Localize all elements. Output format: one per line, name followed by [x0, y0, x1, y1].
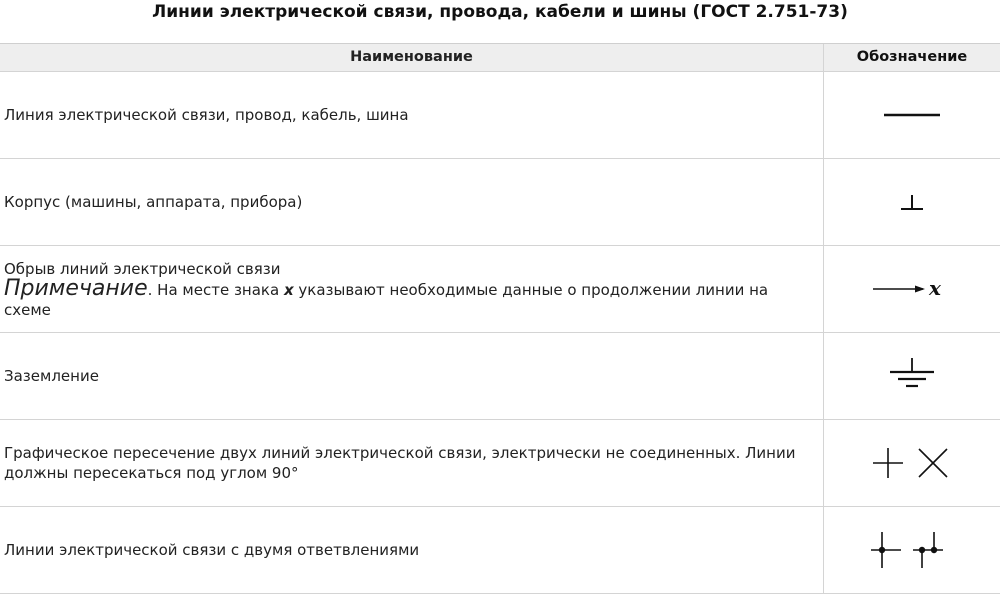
row-name-text: Заземление: [4, 367, 99, 385]
table-row: [0, 507, 1000, 594]
row-name: [0, 246, 824, 332]
ground-symbol-icon: [882, 354, 942, 398]
row-symbol: [824, 333, 1000, 419]
row-name: [0, 420, 824, 506]
row-symbol: [824, 72, 1000, 158]
row-name: [0, 333, 824, 419]
table-row: [0, 159, 1000, 246]
table-row: [0, 333, 1000, 420]
header-name: Наименование: [0, 44, 824, 71]
chassis-symbol-icon: [882, 187, 942, 217]
table-row: [0, 246, 1000, 333]
row-symbol: [824, 507, 1000, 593]
row-name: [0, 159, 824, 245]
branches-symbol-icon: [867, 528, 957, 572]
row-name-text: Обрыв линий электрической связи: [4, 259, 281, 278]
note-x: x: [283, 280, 294, 299]
symbols-table: [0, 43, 1000, 594]
row-name-text: Графическое пересечение двух линий электрической связи, электрически не соединенных. Линии должны пересекаться под углом 90°: [4, 444, 796, 482]
note-text: . На месте знака: [147, 280, 284, 299]
note-text: указывают необходимые данные о продолжении линии на схеме: [4, 280, 769, 319]
row-name-text: Корпус (машины, аппарата, прибора): [4, 193, 303, 211]
crossing-symbol-icon: [867, 443, 957, 483]
row-symbol: [824, 246, 1000, 332]
row-symbol: [824, 420, 1000, 506]
row-name: [0, 72, 824, 158]
table-row: [0, 72, 1000, 159]
line-break-symbol-icon: [867, 274, 957, 304]
table-row: [0, 420, 1000, 507]
table-header: [0, 44, 1000, 72]
row-name-text: Линии электрической связи с двумя ответвлениями: [4, 541, 420, 559]
row-name: [0, 507, 824, 593]
header-symbol: Обозначение: [856, 49, 968, 65]
note-label: Примечание: [4, 275, 148, 301]
page-title: Линии электрической связи, провода, кабели и шины (ГОСТ 2.751-73): [152, 2, 848, 22]
row-note: [4, 275, 819, 320]
row-name-text: Линия электрической связи, провод, кабель, шина: [4, 106, 409, 124]
break-symbol-x: x: [929, 276, 941, 300]
line-symbol-icon: [872, 100, 952, 130]
row-symbol: [824, 159, 1000, 245]
